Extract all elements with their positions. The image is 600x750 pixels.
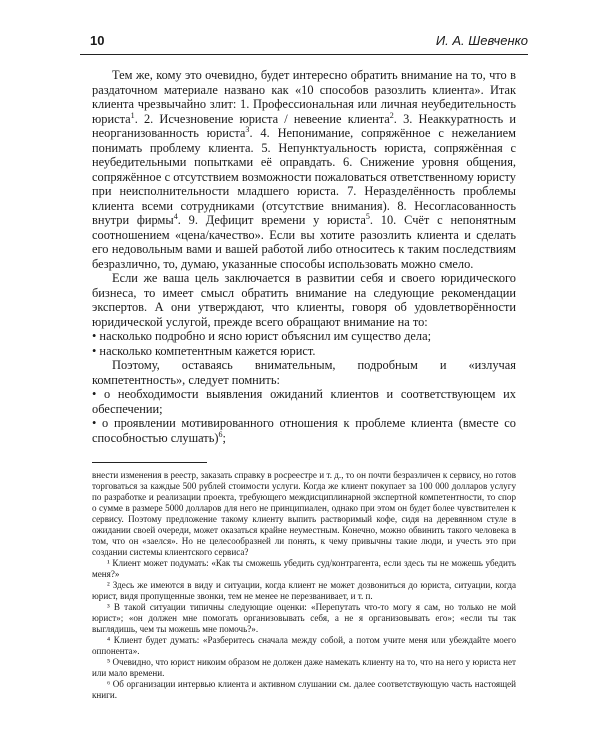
bullet-item [92, 416, 516, 445]
footnote-ref: 4 [173, 211, 178, 221]
footnote-continuation: внести изменения в реестр, заказать справку в росреестре и т. д., то он почти безразличен к сервису, но готов торговаться за каждые 500 рублей стоимости услуги. Когда же клиент покупает за 100 000 долларов услугу по разработке и реализации проекта, требующего междисциплинарной экспертной компетентности, то спор о сумме в размере 5000 долларов для него не принципиален, однако при этом он будет более чувствителен к сервису. Поэтому предложение такому клиенту выпить растворимый кофе, сидя на деревянном стуле в ожидании своей очереди, может оказаться крайне неуместным. Конечно, можно обвинить такого человека в том, что он «заелся». Но не целесообразней ли понять, к чему привычны такие люди, и учесть это при создании системы клиентского сервиса? [92, 470, 516, 557]
running-head: И. А. Шевченко [435, 33, 528, 48]
text-run: • о проявлении мотивированного отношения к проблеме клиента (вместе со способностью слушать) [92, 416, 516, 445]
footnote-2: ² Здесь же имеются в виду и ситуации, когда клиент не может дозвониться до юриста, ситуации, когда юрист, видя пропущенные звонки, тем не менее не перезванивает, и т. п. [92, 580, 516, 601]
bullet-item: • насколько компетентным кажется юрист. [92, 343, 316, 358]
bullet-item: • о необходимости выявления ожиданий клиентов и соответствующем их обеспечении; [92, 387, 516, 416]
bullet-item: • насколько подробно и ясно юрист объяснил им существо дела; [92, 329, 432, 343]
paragraph-intro [92, 68, 516, 271]
text-run: . 2. Исчезновение юриста / невеение клиента [134, 111, 390, 126]
main-text [92, 68, 516, 445]
text-run: ; [222, 430, 226, 445]
paragraph-goal: Если же ваша цель заключается в развитии себя и своего юридического бизнеса, то имеет смысл обратить внимание на следующие рекомендации экспертов. А они утверждают, что клиенты, говоря об удовлетворённости юридической услугой, прежде всего обращают внимание на то: [92, 271, 516, 329]
page-header [80, 30, 528, 55]
footnotes [92, 470, 516, 701]
footnote-ref: 1 [130, 110, 135, 120]
text-run: . 3. Неаккуратность и неорганизованность юриста [92, 111, 516, 140]
footnote-ref: 6 [218, 429, 223, 439]
text-run: . 9. Дефицит времени у юриста [177, 213, 366, 227]
footnote-1: ¹ Клиент может подумать: «Как ты сможешь убедить суд/контрагента, если здесь ты не можешь убедить меня?» [92, 558, 516, 579]
text-run: Тем же, кому это очевидно, будет интересно обратить внимание на то, что в раздаточном материале названо как «10 способов разозлить клиента». Итак клиента чрезвычайно злит: 1. Профессиональная или личная неубедительность юриста [92, 68, 516, 126]
footnote-ref: 2 [389, 110, 394, 120]
text-run: . 4. Непонимание, сопряжённое с нежеланием понимать проблему клиента. 5. Непунктуальность юриста, сопряжённая с неубедительными попытками её оправдать. 6. Снижение уровня общения, сопряжённое с отсутствием возможности пожаловаться ответственному юристу при неисполнительности младшего юриста. 7. Неразделённость проблемы клиента всеми сотрудниками (отсутствие внимания). 8. Несогласованность внутри фирмы [92, 126, 516, 227]
text-run: . 10. Счёт с непонятным соотношением «цена/качество». Если вы хотите разозлить клиента и сделать его недовольным вами и вашей работой либо относитесь к таким последствиям безразлично, то, думаю, указанные способы использовать можно смело. [92, 213, 516, 271]
footnote-4: ⁴ Клиент будет думать: «Разберитесь сначала между собой, а потом учите меня или убеждайте моего оппонента». [92, 635, 516, 656]
footnote-3: ³ В такой ситуации типичны следующие оценки: «Перепутать что-то могу я сам, но только не мой юрист»; «он должен мне помогать организовывать себя, а не я организовывать его»; «если ты так выглядишь, чем ты можешь мне помочь?». [92, 602, 516, 634]
footnote-ref: 3 [245, 124, 250, 134]
page-number: 10 [90, 33, 105, 48]
footnote-5: ⁵ Очевидно, что юрист никоим образом не должен даже намекать клиенту на то, что на него у юриста нет или мало времени. [92, 657, 516, 678]
footnote-6: ⁶ Об организации интервью клиента и активном слушании см. далее соответствующую часть настоящей книги. [92, 679, 516, 700]
paragraph-remember: Поэтому, оставаясь внимательным, подробным и «излучая компетентность», следует помнить: [92, 358, 516, 387]
footnote-ref: 5 [365, 211, 370, 221]
footnote-divider [92, 462, 207, 463]
